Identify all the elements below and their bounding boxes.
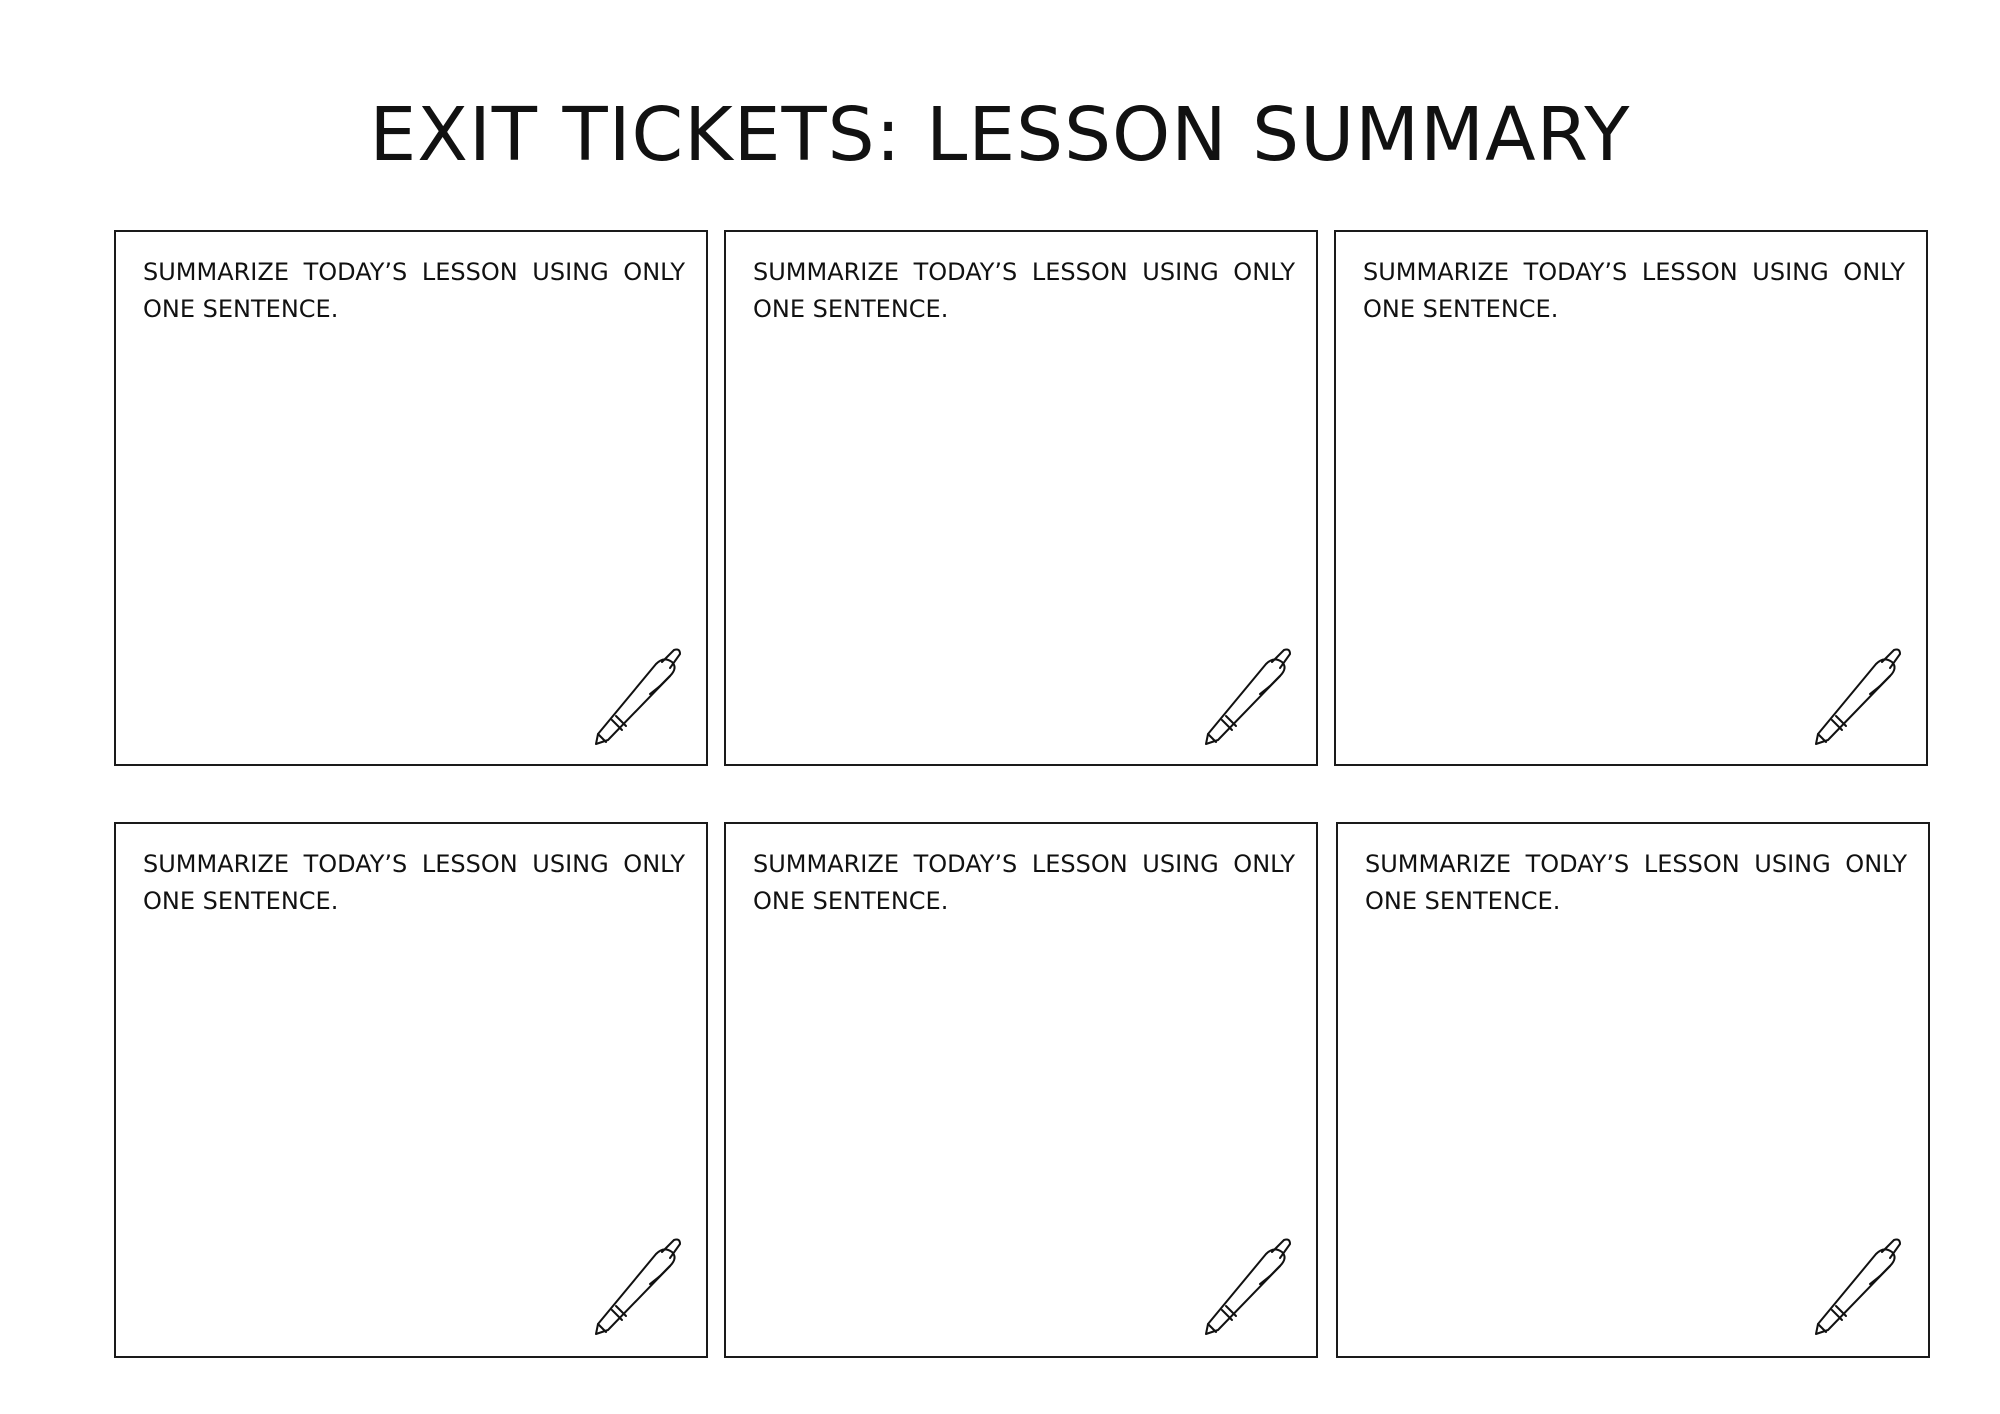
exit-ticket-6[interactable] [1336, 822, 1930, 1358]
ticket-prompt: SUMMARIZE TODAY’S LESSON USING ONLY ONE SENTENCE. [753, 258, 1295, 323]
ticket-prompt: SUMMARIZE TODAY’S LESSON USING ONLY ONE SENTENCE. [1363, 258, 1905, 323]
ticket-prompt: SUMMARIZE TODAY’S LESSON USING ONLY ONE SENTENCE. [143, 258, 685, 323]
pen-icon [1806, 648, 1906, 748]
exit-ticket-2[interactable] [724, 230, 1318, 766]
exit-ticket-4[interactable] [114, 822, 708, 1358]
ticket-prompt: SUMMARIZE TODAY’S LESSON USING ONLY ONE SENTENCE. [753, 850, 1295, 915]
pen-icon [1806, 1238, 1906, 1338]
pen-icon [1196, 1238, 1296, 1338]
exit-ticket-1[interactable] [114, 230, 708, 766]
exit-ticket-5[interactable] [724, 822, 1318, 1358]
pen-icon [1196, 648, 1296, 748]
pen-icon [586, 1238, 686, 1338]
pen-icon [586, 648, 686, 748]
ticket-prompt: SUMMARIZE TODAY’S LESSON USING ONLY ONE SENTENCE. [143, 850, 685, 915]
ticket-prompt: SUMMARIZE TODAY’S LESSON USING ONLY ONE SENTENCE. [1365, 850, 1907, 915]
exit-ticket-3[interactable] [1334, 230, 1928, 766]
page-title: EXIT TICKETS: LESSON SUMMARY [369, 92, 1631, 178]
